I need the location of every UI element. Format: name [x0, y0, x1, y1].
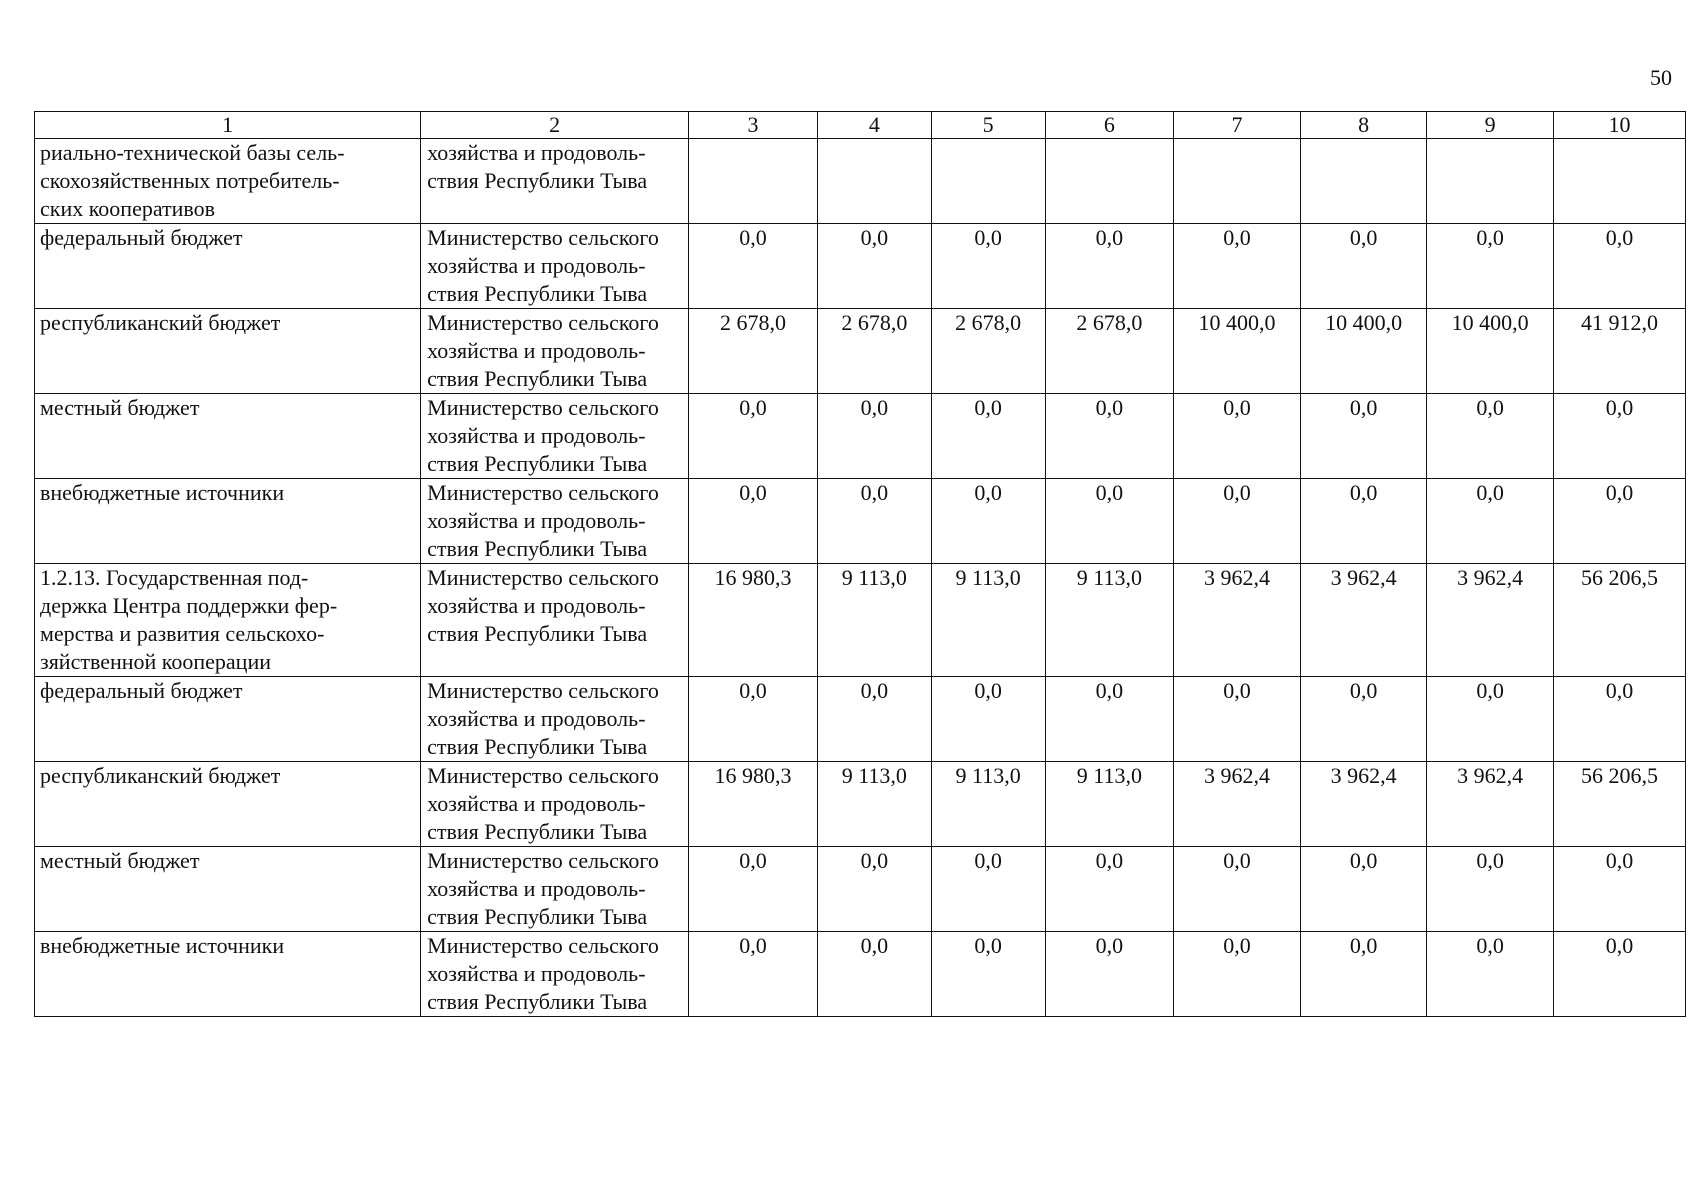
value-cell: 16 980,3 [689, 762, 818, 847]
item-name-line: риально-технической базы сель- [40, 140, 345, 165]
value-cell: 10 400,0 [1427, 309, 1554, 394]
value-cell: 0,0 [1045, 479, 1174, 564]
executor-line: Министерство сельского [427, 225, 659, 250]
value-cell [1300, 139, 1427, 224]
executor-line: Министерство сельского [427, 565, 659, 590]
executor-cell [421, 762, 689, 847]
value-cell: 0,0 [817, 847, 931, 932]
value-cell: 0,0 [1300, 394, 1427, 479]
table-row [35, 309, 1686, 394]
executor-line: хозяйства и продоволь- [427, 253, 646, 278]
executor-line: Министерство сельского [427, 395, 659, 420]
page-number: 50 [1650, 65, 1672, 90]
table-row [35, 394, 1686, 479]
item-name-cell [35, 677, 421, 762]
value-cell: 9 113,0 [1045, 564, 1174, 677]
item-name-cell [35, 479, 421, 564]
executor-line: ствия Республики Тыва [427, 366, 648, 391]
value-cell: 0,0 [1300, 932, 1427, 1017]
value-cell: 0,0 [817, 677, 931, 762]
executor-line: Министерство сельского [427, 933, 659, 958]
table-row [35, 677, 1686, 762]
item-name-line: мерства и развития сельскохо- [40, 621, 325, 646]
executor-line: Министерство сельского [427, 480, 659, 505]
item-name-line: зяйственной кооперации [40, 649, 271, 674]
value-cell: 0,0 [1553, 677, 1685, 762]
table-row [35, 847, 1686, 932]
value-cell: 56 206,5 [1553, 762, 1685, 847]
header-cell: 4 [817, 112, 931, 139]
executor-cell [421, 309, 689, 394]
executor-line: ствия Республики Тыва [427, 281, 648, 306]
executor-cell [421, 677, 689, 762]
value-cell: 0,0 [1553, 224, 1685, 309]
value-cell: 0,0 [1427, 847, 1554, 932]
value-cell: 0,0 [689, 224, 818, 309]
value-cell: 0,0 [1427, 677, 1554, 762]
value-cell: 2 678,0 [931, 309, 1045, 394]
header-cell: 9 [1427, 112, 1554, 139]
table-row [35, 564, 1686, 677]
executor-line: ствия Республики Тыва [427, 904, 648, 929]
value-cell [817, 139, 931, 224]
executor-line: хозяйства и продоволь- [427, 961, 646, 986]
header-cell: 6 [1045, 112, 1174, 139]
executor-line: хозяйства и продоволь- [427, 876, 646, 901]
executor-line: хозяйства и продоволь- [427, 791, 646, 816]
executor-cell [421, 564, 689, 677]
item-name-cell [35, 224, 421, 309]
value-cell: 0,0 [1553, 847, 1685, 932]
item-name-line: ских кооперативов [40, 196, 216, 221]
executor-line: ствия Республики Тыва [427, 451, 648, 476]
value-cell [1174, 139, 1301, 224]
value-cell: 0,0 [1427, 394, 1554, 479]
executor-line: ствия Республики Тыва [427, 989, 648, 1014]
value-cell: 2 678,0 [817, 309, 931, 394]
value-cell: 3 962,4 [1427, 564, 1554, 677]
value-cell: 0,0 [1045, 932, 1174, 1017]
value-cell: 2 678,0 [1045, 309, 1174, 394]
value-cell [1553, 139, 1685, 224]
value-cell: 0,0 [1045, 677, 1174, 762]
value-cell: 9 113,0 [931, 762, 1045, 847]
value-cell [1427, 139, 1554, 224]
executor-cell [421, 932, 689, 1017]
executor-line: ствия Республики Тыва [427, 168, 648, 193]
executor-line: хозяйства и продоволь- [427, 593, 646, 618]
header-cell: 8 [1300, 112, 1427, 139]
value-cell: 0,0 [1045, 847, 1174, 932]
value-cell: 0,0 [1174, 224, 1301, 309]
table-row [35, 762, 1686, 847]
executor-line: Министерство сельского [427, 310, 659, 335]
item-name-line: республиканский бюджет [40, 310, 281, 335]
value-cell: 0,0 [931, 847, 1045, 932]
value-cell: 0,0 [1174, 847, 1301, 932]
value-cell: 9 113,0 [817, 762, 931, 847]
executor-line: ствия Республики Тыва [427, 621, 648, 646]
executor-line: хозяйства и продоволь- [427, 140, 646, 165]
executor-line: хозяйства и продоволь- [427, 508, 646, 533]
value-cell: 0,0 [1174, 677, 1301, 762]
executor-line: ствия Республики Тыва [427, 536, 648, 561]
value-cell: 9 113,0 [931, 564, 1045, 677]
value-cell: 0,0 [689, 677, 818, 762]
executor-line: Министерство сельского [427, 678, 659, 703]
table-row [35, 932, 1686, 1017]
value-cell: 10 400,0 [1174, 309, 1301, 394]
value-cell: 0,0 [931, 224, 1045, 309]
value-cell: 3 962,4 [1300, 564, 1427, 677]
value-cell: 0,0 [689, 932, 818, 1017]
item-name-line: федеральный бюджет [40, 225, 243, 250]
value-cell: 0,0 [931, 932, 1045, 1017]
value-cell: 41 912,0 [1553, 309, 1685, 394]
item-name-cell [35, 309, 421, 394]
item-name-cell [35, 394, 421, 479]
value-cell: 10 400,0 [1300, 309, 1427, 394]
value-cell: 2 678,0 [689, 309, 818, 394]
value-cell: 0,0 [1427, 932, 1554, 1017]
header-cell: 5 [931, 112, 1045, 139]
executor-cell [421, 139, 689, 224]
value-cell: 3 962,4 [1427, 762, 1554, 847]
table-body [35, 112, 1686, 1017]
value-cell: 0,0 [1300, 479, 1427, 564]
executor-line: хозяйства и продоволь- [427, 706, 646, 731]
value-cell: 0,0 [1427, 479, 1554, 564]
value-cell: 3 962,4 [1174, 564, 1301, 677]
value-cell [689, 139, 818, 224]
header-cell: 7 [1174, 112, 1301, 139]
value-cell: 0,0 [689, 394, 818, 479]
header-cell: 3 [689, 112, 818, 139]
header-cell: 10 [1553, 112, 1685, 139]
value-cell: 0,0 [1553, 394, 1685, 479]
value-cell [931, 139, 1045, 224]
value-cell: 0,0 [1174, 394, 1301, 479]
value-cell [1045, 139, 1174, 224]
value-cell: 0,0 [1045, 394, 1174, 479]
value-cell: 0,0 [817, 224, 931, 309]
value-cell: 9 113,0 [817, 564, 931, 677]
executor-line: хозяйства и продоволь- [427, 338, 646, 363]
executor-cell [421, 394, 689, 479]
value-cell: 0,0 [931, 677, 1045, 762]
value-cell: 0,0 [817, 932, 931, 1017]
item-name-cell [35, 847, 421, 932]
item-name-line: 1.2.13. Государственная под- [40, 565, 309, 590]
executor-line: ствия Республики Тыва [427, 734, 648, 759]
value-cell: 0,0 [689, 847, 818, 932]
value-cell: 0,0 [931, 479, 1045, 564]
value-cell: 0,0 [817, 479, 931, 564]
item-name-line: скохозяйственных потребитель- [40, 168, 340, 193]
executor-line: ствия Республики Тыва [427, 819, 648, 844]
item-name-cell [35, 139, 421, 224]
value-cell: 56 206,5 [1553, 564, 1685, 677]
executor-line: хозяйства и продоволь- [427, 423, 646, 448]
item-name-line: местный бюджет [40, 395, 200, 420]
value-cell: 0,0 [1300, 677, 1427, 762]
value-cell: 0,0 [1427, 224, 1554, 309]
value-cell: 0,0 [1553, 932, 1685, 1017]
executor-cell [421, 479, 689, 564]
value-cell: 9 113,0 [1045, 762, 1174, 847]
value-cell: 0,0 [931, 394, 1045, 479]
item-name-line: федеральный бюджет [40, 678, 243, 703]
item-name-cell [35, 762, 421, 847]
item-name-cell [35, 932, 421, 1017]
value-cell: 0,0 [1174, 932, 1301, 1017]
value-cell: 0,0 [1300, 224, 1427, 309]
executor-cell [421, 224, 689, 309]
header-cell: 2 [421, 112, 689, 139]
item-name-cell [35, 564, 421, 677]
value-cell: 0,0 [689, 479, 818, 564]
table-row [35, 479, 1686, 564]
value-cell: 3 962,4 [1300, 762, 1427, 847]
executor-line: Министерство сельского [427, 763, 659, 788]
header-cell: 1 [35, 112, 421, 139]
value-cell: 0,0 [1300, 847, 1427, 932]
item-name-line: республиканский бюджет [40, 763, 281, 788]
item-name-line: держка Центра поддержки фер- [40, 593, 338, 618]
executor-cell [421, 847, 689, 932]
value-cell: 0,0 [817, 394, 931, 479]
item-name-line: внебюджетные источники [40, 933, 285, 958]
value-cell: 3 962,4 [1174, 762, 1301, 847]
executor-line: Министерство сельского [427, 848, 659, 873]
table-row [35, 224, 1686, 309]
value-cell: 0,0 [1174, 479, 1301, 564]
value-cell: 0,0 [1553, 479, 1685, 564]
budget-table [34, 111, 1686, 1017]
item-name-line: внебюджетные источники [40, 480, 285, 505]
value-cell: 0,0 [1045, 224, 1174, 309]
table-row [35, 139, 1686, 224]
value-cell: 16 980,3 [689, 564, 818, 677]
header-row [35, 112, 1686, 139]
item-name-line: местный бюджет [40, 848, 200, 873]
